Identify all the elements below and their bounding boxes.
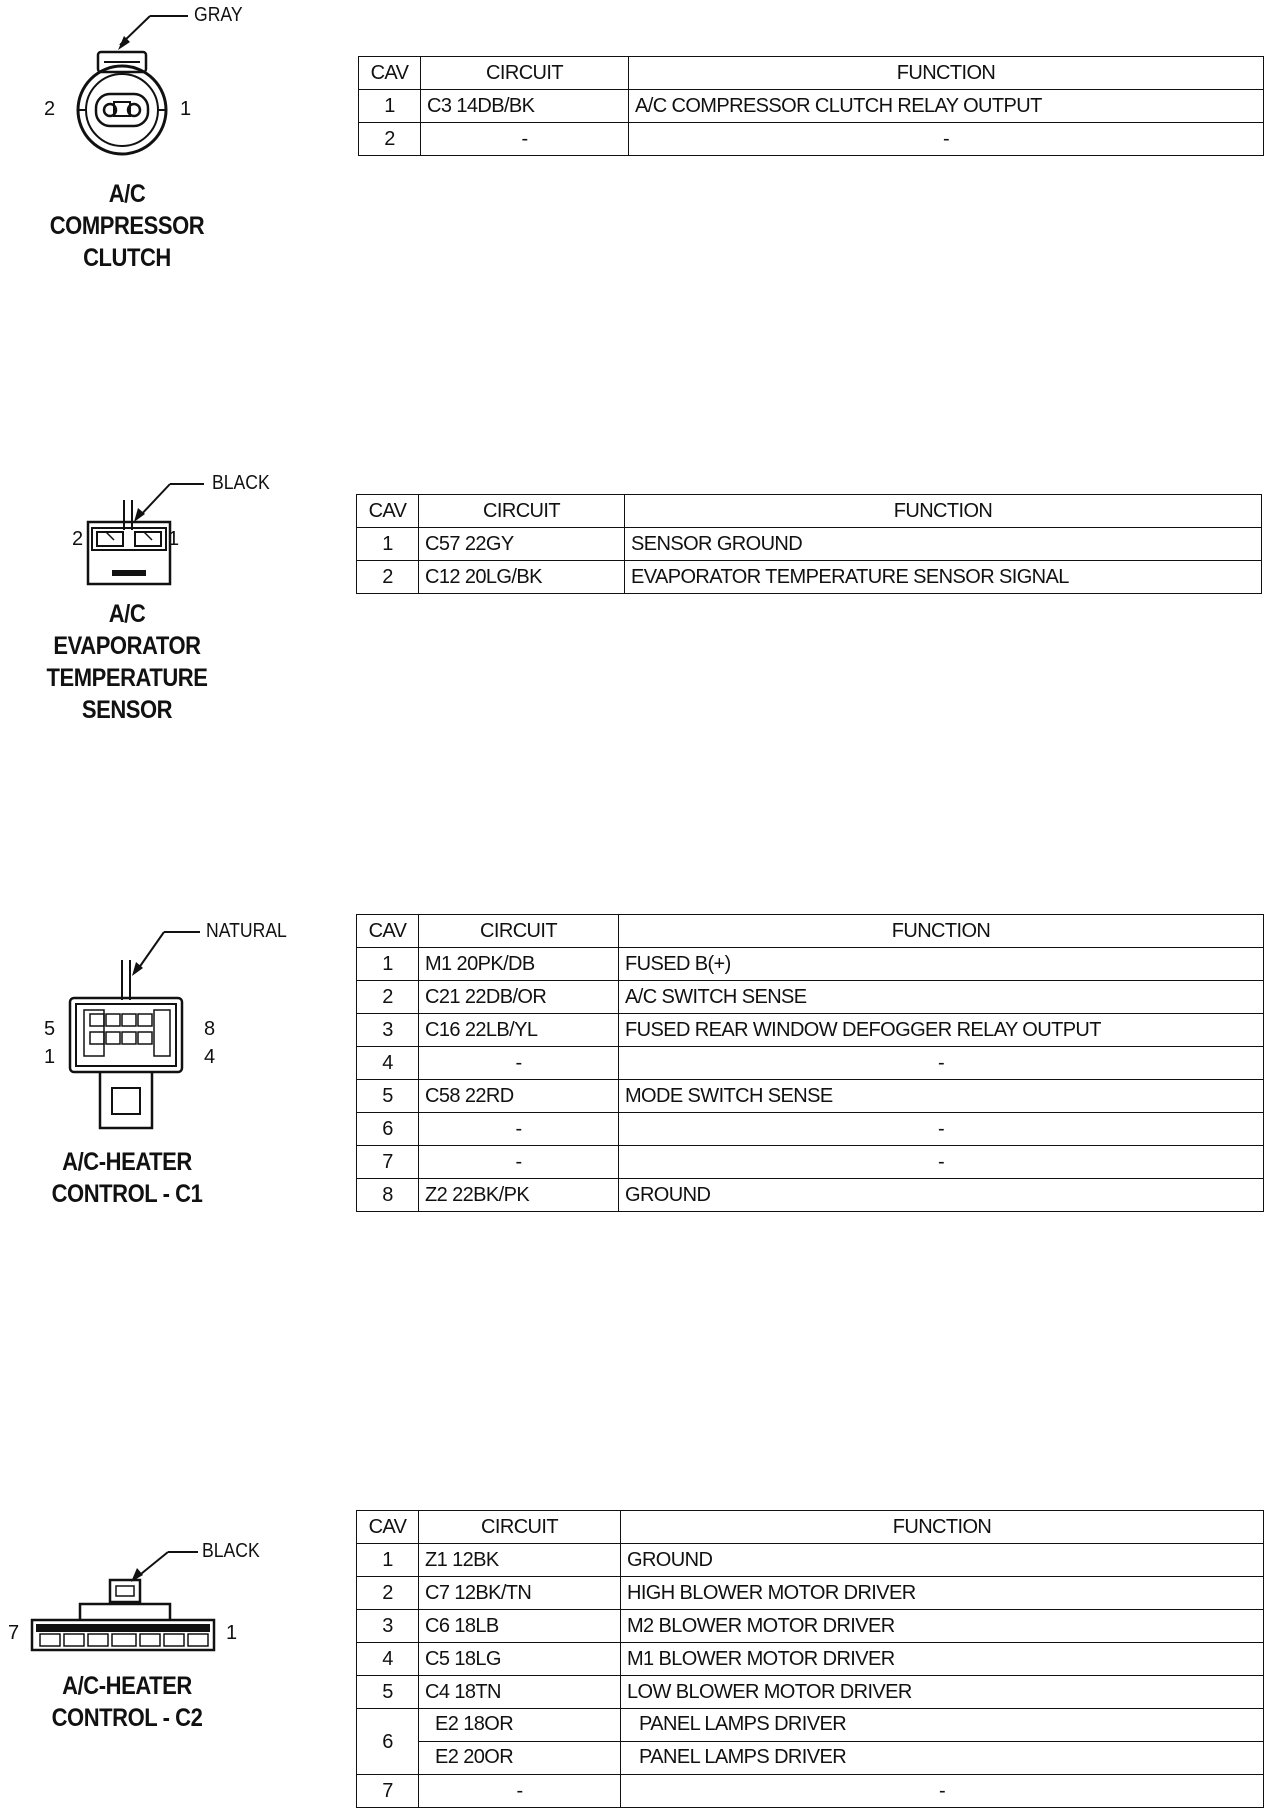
cell-circuit: -	[419, 1146, 619, 1179]
cell-function: MODE SWITCH SENSE	[619, 1080, 1264, 1113]
header-cav: CAV	[357, 915, 419, 948]
header-circuit: CIRCUIT	[421, 57, 629, 90]
cell-circuit: C58 22RD	[419, 1080, 619, 1113]
table-header-row	[357, 1511, 1264, 1544]
header-function: FUNCTION	[625, 495, 1262, 528]
cell-cav: 7	[357, 1775, 419, 1808]
connector-section-ac-heater-control-c2	[0, 1500, 1280, 1816]
cell-circuit: C6 18LB	[419, 1610, 621, 1643]
connector-title: A/C-HEATER CONTROL - C2	[51, 1672, 203, 1732]
cell-circuit: -	[419, 1775, 621, 1808]
table-row	[359, 123, 1264, 156]
cell-cav: 4	[357, 1047, 419, 1080]
cell-function: M1 BLOWER MOTOR DRIVER	[621, 1643, 1264, 1676]
cell-circuit: -	[421, 123, 629, 156]
cell-circuit: M1 20PK/DB	[419, 948, 619, 981]
table-row	[357, 1146, 1264, 1179]
cell-circuit: C21 22DB/OR	[419, 981, 619, 1014]
table-header-row	[357, 495, 1262, 528]
header-cav: CAV	[359, 57, 421, 90]
cell-circuit: Z1 12BK	[419, 1544, 621, 1577]
circuit-line: E2 18OR	[435, 1713, 514, 1735]
table-header-row	[359, 57, 1264, 90]
table-row	[357, 1610, 1264, 1643]
cell-cav: 1	[357, 1544, 419, 1577]
table-row	[357, 1643, 1264, 1676]
header-function: FUNCTION	[629, 57, 1264, 90]
header-circuit: CIRCUIT	[419, 495, 625, 528]
cell-function: M2 BLOWER MOTOR DRIVER	[621, 1610, 1264, 1643]
cell-circuit: C4 18TN	[419, 1676, 621, 1709]
connector-color-label: BLACK	[202, 1540, 260, 1562]
table-row	[357, 1080, 1264, 1113]
connector-title: A/C EVAPORATOR TEMPERATURE SENSOR	[46, 600, 208, 724]
cell-circuit: Z2 22BK/PK	[419, 1179, 619, 1212]
pin-table	[358, 56, 1264, 156]
table-row	[357, 981, 1264, 1014]
table-row	[357, 1113, 1264, 1146]
cell-cav: 6	[357, 1709, 419, 1775]
pin-label-right: 1	[168, 528, 180, 550]
cell-cav: 2	[357, 1577, 419, 1610]
header-function: FUNCTION	[621, 1511, 1264, 1544]
cell-circuit: C7 12BK/TN	[419, 1577, 621, 1610]
header-circuit: CIRCUIT	[419, 915, 619, 948]
table-row	[357, 528, 1262, 561]
cell-function: -	[619, 1146, 1264, 1179]
cell-cav: 2	[359, 123, 421, 156]
cell-cav: 3	[357, 1610, 419, 1643]
cell-function: GROUND	[619, 1179, 1264, 1212]
cell-cav: 5	[357, 1676, 419, 1709]
circuit-line: E2 20OR	[419, 1741, 620, 1774]
cell-cav: 1	[357, 948, 419, 981]
cell-function: -	[619, 1113, 1264, 1146]
header-circuit: CIRCUIT	[419, 1511, 621, 1544]
pin-label-left: 7	[8, 1622, 20, 1644]
cell-circuit: C57 22GY	[419, 528, 625, 561]
connector-drawing-icon	[0, 1500, 300, 1680]
cell-function: -	[629, 123, 1264, 156]
cell-function: GROUND	[621, 1544, 1264, 1577]
cell-function: -	[619, 1047, 1264, 1080]
cell-function: A/C COMPRESSOR CLUTCH RELAY OUTPUT	[629, 90, 1264, 123]
connector-title: A/C-HEATER CONTROL - C1	[51, 1148, 203, 1208]
pin-table	[356, 494, 1262, 594]
cell-cav: 3	[357, 1014, 419, 1047]
pin-label-right: 1	[226, 1622, 238, 1644]
cell-cav: 5	[357, 1080, 419, 1113]
cell-function: LOW BLOWER MOTOR DRIVER	[621, 1676, 1264, 1709]
connector-color-label: GRAY	[194, 4, 243, 26]
header-cav: CAV	[357, 1511, 419, 1544]
cell-function: FUSED REAR WINDOW DEFOGGER RELAY OUTPUT	[619, 1014, 1264, 1047]
pin-label-bottom-left: 1	[44, 1046, 56, 1068]
cell-cav: 2	[357, 981, 419, 1014]
pin-label-left: 2	[44, 98, 56, 120]
connector-color-label: BLACK	[212, 472, 270, 494]
cell-circuit: -	[419, 1113, 619, 1146]
table-row	[357, 1775, 1264, 1808]
cell-function: SENSOR GROUND	[625, 528, 1262, 561]
cell-circuit: C5 18LG	[419, 1643, 621, 1676]
table-row	[357, 1676, 1264, 1709]
connector-section-ac-heater-control-c1	[0, 900, 1280, 1240]
cell-circuit: C16 22LB/YL	[419, 1014, 619, 1047]
cell-circuit: C12 20LG/BK	[419, 561, 625, 594]
connector-title: A/C COMPRESSOR CLUTCH	[49, 180, 205, 272]
cell-function: EVAPORATOR TEMPERATURE SENSOR SIGNAL	[625, 561, 1262, 594]
pin-label-top-left: 5	[44, 1018, 56, 1040]
pin-table	[356, 914, 1264, 1212]
cell-circuit-double	[419, 1709, 621, 1775]
pin-label-right: 1	[180, 98, 192, 120]
pin-label-top-right: 8	[204, 1018, 216, 1040]
function-line: PANEL LAMPS DRIVER	[621, 1741, 1263, 1774]
connector-section-ac-evaporator-temperature-sensor	[0, 460, 1280, 760]
table-row	[357, 1709, 1264, 1775]
cell-cav: 2	[357, 561, 419, 594]
cell-cav: 4	[357, 1643, 419, 1676]
table-row	[357, 1544, 1264, 1577]
cell-function: A/C SWITCH SENSE	[619, 981, 1264, 1014]
cell-function-double	[621, 1709, 1264, 1775]
cell-cav: 1	[357, 528, 419, 561]
connector-drawing-icon	[0, 0, 300, 170]
cell-cav: 8	[357, 1179, 419, 1212]
cell-function: HIGH BLOWER MOTOR DRIVER	[621, 1577, 1264, 1610]
cell-function: -	[621, 1775, 1264, 1808]
cell-cav: 7	[357, 1146, 419, 1179]
connector-color-label: NATURAL	[206, 920, 287, 942]
cell-cav: 6	[357, 1113, 419, 1146]
table-row	[357, 1179, 1264, 1212]
header-function: FUNCTION	[619, 915, 1264, 948]
cell-circuit: C3 14DB/BK	[421, 90, 629, 123]
pin-table	[356, 1510, 1264, 1808]
table-header-row	[357, 915, 1264, 948]
header-cav: CAV	[357, 495, 419, 528]
connector-section-ac-compressor-clutch	[0, 0, 1280, 300]
table-row	[357, 1047, 1264, 1080]
pin-label-left: 2	[72, 528, 84, 550]
table-row	[357, 1577, 1264, 1610]
function-line: PANEL LAMPS DRIVER	[639, 1713, 847, 1735]
table-row	[357, 1014, 1264, 1047]
table-row	[357, 948, 1264, 981]
table-row	[357, 561, 1262, 594]
cell-cav: 1	[359, 90, 421, 123]
cell-function: FUSED B(+)	[619, 948, 1264, 981]
table-row	[359, 90, 1264, 123]
pin-label-bottom-right: 4	[204, 1046, 216, 1068]
cell-circuit: -	[419, 1047, 619, 1080]
